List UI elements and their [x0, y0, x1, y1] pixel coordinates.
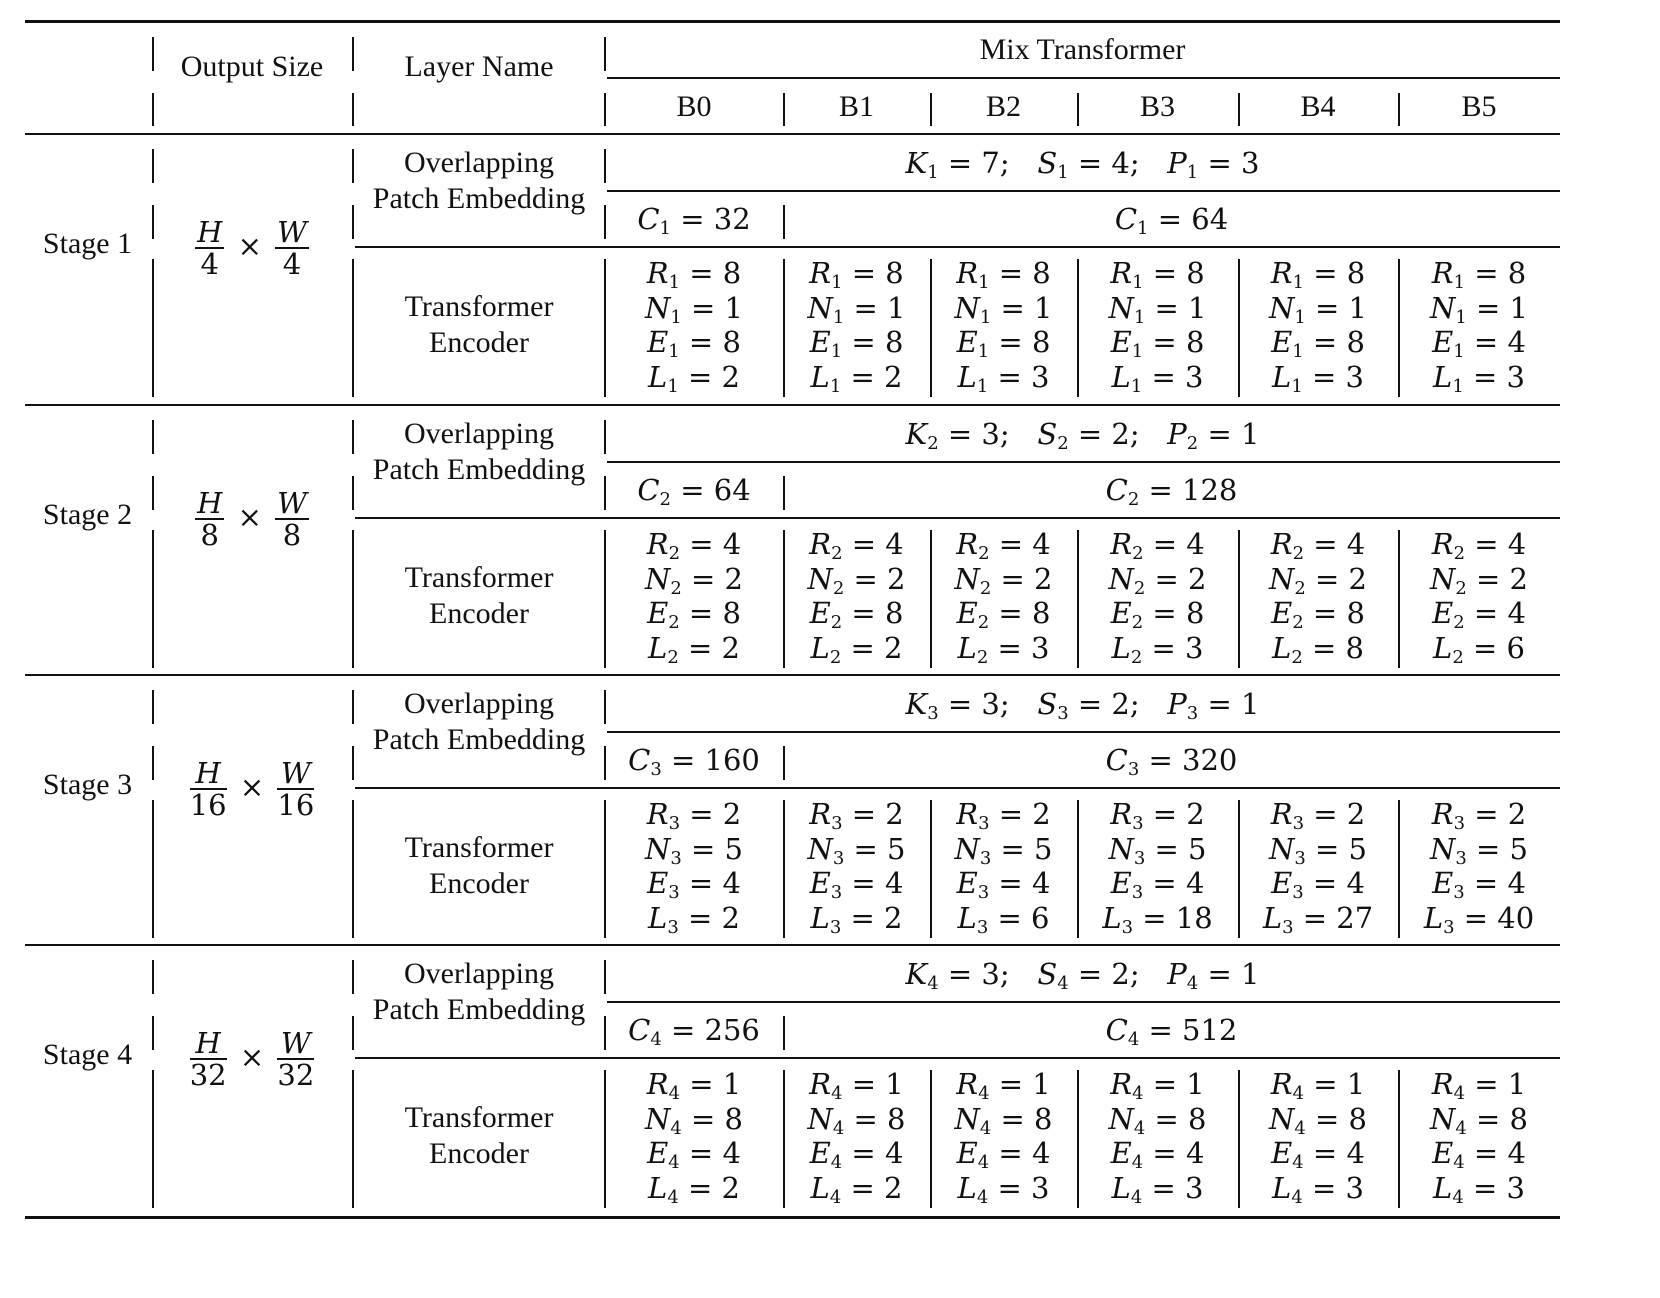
column-rule — [783, 530, 785, 668]
ope-params: $K_4 = 3$; $S_4 = 2$; $P_4 = 1$ — [905, 957, 1260, 994]
h-numerator: H — [197, 215, 223, 249]
column-rule — [783, 259, 785, 397]
header-model-b0: B0 — [676, 90, 712, 123]
h-denominator: 4 — [200, 247, 219, 281]
ope-label-line: Patch Embedding — [372, 453, 586, 486]
encoder-n: $N_1 = 1$ — [807, 290, 906, 328]
encoder-cell-b2 — [930, 1067, 1077, 1208]
encoder-l: $L_3 = 6$ — [957, 900, 1050, 938]
column-rule — [352, 1070, 354, 1208]
column-rule — [1077, 93, 1079, 126]
h-denominator: 32 — [189, 1058, 227, 1092]
encoder-r: $R_2 = 4$ — [809, 527, 904, 564]
encoder-e: $E_3 = 4$ — [647, 866, 741, 903]
encoder-e: $E_1 = 8$ — [956, 325, 1051, 362]
channels-b1-b5: $C_3 = 320$ — [1105, 743, 1238, 780]
encoder-n: $N_3 = 5$ — [644, 831, 743, 869]
encoder-label-line: Encoder — [429, 1137, 529, 1170]
encoder-n: $N_1 = 1$ — [1268, 290, 1367, 328]
column-rule — [783, 800, 785, 938]
column-rule — [1238, 530, 1240, 668]
column-rule — [604, 690, 606, 724]
ope-encoder-rule — [355, 1057, 1560, 1059]
ope-param-rule — [607, 190, 1560, 192]
encoder-r: $R_3 = 2$ — [956, 797, 1051, 834]
encoder-r: $R_2 = 4$ — [646, 527, 742, 564]
column-rule — [1398, 259, 1400, 397]
encoder-l: $L_2 = 3$ — [1111, 630, 1204, 668]
stride: 2 — [1111, 957, 1130, 991]
ope-layer-label — [353, 145, 605, 217]
encoder-n: $N_3 = 5$ — [1108, 831, 1207, 869]
encoder-label-line: Encoder — [429, 326, 529, 359]
encoder-e: $E_1 = 4$ — [1432, 325, 1526, 362]
encoder-n: $N_2 = 2$ — [1429, 561, 1528, 599]
encoder-r: $R_1 = 8$ — [646, 256, 742, 293]
w-numerator: W — [277, 1028, 314, 1060]
w-denominator: 16 — [277, 788, 315, 822]
encoder-r: $R_1 = 8$ — [956, 256, 1051, 293]
column-rule — [352, 800, 354, 938]
encoder-cell-b2 — [930, 527, 1077, 668]
ope-layer-label — [353, 416, 605, 488]
encoder-n: $N_3 = 5$ — [954, 831, 1053, 869]
encoder-l: $L_3 = 18$ — [1102, 900, 1213, 938]
encoder-cell-b2 — [930, 797, 1077, 938]
encoder-r: $R_1 = 8$ — [1431, 256, 1527, 293]
encoder-r: $R_4 = 1$ — [1270, 1067, 1366, 1104]
column-rule — [783, 205, 785, 239]
kernel-size: 3 — [981, 957, 1000, 991]
encoder-n: $N_1 = 1$ — [1429, 290, 1528, 328]
times-sign: × — [237, 500, 262, 534]
encoder-cell-b4 — [1238, 1067, 1398, 1208]
encoder-label-line: Encoder — [429, 597, 529, 630]
encoder-n: $N_4 = 8$ — [954, 1101, 1053, 1139]
channels-b0: $C_4 = 256$ — [628, 1013, 760, 1050]
ope-params: $K_1 = 7$; $S_1 = 4$; $P_1 = 3$ — [905, 146, 1260, 183]
group-rule — [607, 77, 1560, 79]
column-rule — [152, 1016, 154, 1050]
encoder-l: $L_4 = 2$ — [810, 1170, 903, 1208]
encoder-l: $L_1 = 3$ — [1111, 359, 1204, 397]
column-rule — [152, 149, 154, 183]
encoder-n: $N_1 = 1$ — [1108, 290, 1207, 328]
stage-label: Stage 2 — [42, 498, 133, 531]
encoder-e: $E_1 = 8$ — [1271, 325, 1365, 362]
channels-b0: $C_3 = 160$ — [628, 743, 760, 780]
ope-param-rule — [607, 731, 1560, 733]
column-rule — [152, 37, 154, 71]
encoder-e: $E_1 = 8$ — [809, 325, 904, 362]
h-numerator: H — [190, 758, 227, 790]
h-numerator: H — [197, 486, 223, 520]
encoder-e: $E_2 = 8$ — [1110, 596, 1205, 633]
channels-rest-value: 64 — [1191, 202, 1229, 236]
column-rule — [352, 420, 354, 454]
w-numerator: W — [277, 758, 314, 790]
column-rule — [783, 476, 785, 510]
encoder-r: $R_2 = 4$ — [1270, 527, 1366, 564]
column-rule — [1238, 1070, 1240, 1208]
encoder-r: $R_1 = 8$ — [1270, 256, 1366, 293]
ope-label-line: Patch Embedding — [372, 182, 586, 215]
channels-b0: $C_2 = 64$ — [637, 473, 751, 510]
encoder-e: $E_4 = 4$ — [956, 1136, 1051, 1173]
header-model-b3: B3 — [1139, 90, 1175, 123]
ope-label-line: Overlapping — [404, 687, 554, 720]
column-rule — [783, 1070, 785, 1208]
column-rule — [1238, 800, 1240, 938]
encoder-e: $E_4 = 4$ — [647, 1136, 741, 1173]
stage-label: Stage 4 — [42, 1038, 133, 1071]
h-denominator: 8 — [200, 518, 219, 552]
channels-b0-value: 160 — [704, 743, 760, 777]
encoder-n: $N_1 = 1$ — [644, 290, 743, 328]
column-rule — [930, 259, 932, 397]
column-rule — [352, 476, 354, 510]
encoder-cell-b1 — [783, 527, 930, 668]
encoder-cell-b1 — [783, 1067, 930, 1208]
column-rule — [352, 149, 354, 183]
encoder-l: $L_4 = 3$ — [957, 1170, 1050, 1208]
column-rule — [352, 259, 354, 397]
encoder-r: $R_2 = 4$ — [956, 527, 1051, 564]
encoder-cell-b4 — [1238, 797, 1398, 938]
encoder-r: $R_1 = 8$ — [809, 256, 904, 293]
channels-b0-value: 64 — [713, 473, 751, 507]
output-size-formula — [152, 488, 352, 550]
column-rule — [1077, 1070, 1079, 1208]
encoder-layer-label — [353, 1100, 605, 1172]
column-rule — [604, 800, 606, 938]
column-rule — [352, 93, 354, 126]
encoder-n: $N_2 = 2$ — [954, 561, 1053, 599]
column-rule — [930, 93, 932, 126]
column-rule — [604, 1070, 606, 1208]
column-rule — [152, 205, 154, 239]
channels-b1-b5: $C_4 = 512$ — [1105, 1013, 1238, 1050]
encoder-l: $L_1 = 2$ — [810, 359, 903, 397]
encoder-n: $N_4 = 8$ — [1108, 1101, 1207, 1139]
encoder-l: $L_1 = 3$ — [1433, 359, 1525, 397]
encoder-cell-b3 — [1077, 1067, 1238, 1208]
header-rule — [25, 133, 1560, 135]
encoder-label-line: Encoder — [429, 867, 529, 900]
column-rule — [604, 205, 606, 239]
channels-b0: $C_1 = 32$ — [637, 202, 751, 239]
encoder-r: $R_2 = 4$ — [1431, 527, 1527, 564]
column-rule — [1238, 259, 1240, 397]
encoder-l: $L_3 = 2$ — [810, 900, 903, 938]
column-rule — [152, 690, 154, 724]
column-rule — [783, 93, 785, 126]
encoder-label-line: Transformer — [404, 290, 554, 323]
channels-b0-value: 32 — [713, 202, 751, 236]
column-rule — [352, 746, 354, 780]
output-size-formula — [152, 758, 352, 820]
padding: 1 — [1241, 687, 1260, 721]
encoder-n: $N_1 = 1$ — [954, 290, 1053, 328]
encoder-l: $L_2 = 6$ — [1433, 630, 1525, 668]
encoder-n: $N_2 = 2$ — [1108, 561, 1207, 599]
header-mix-transformer: Mix Transformer — [979, 33, 1186, 66]
encoder-n: $N_4 = 8$ — [1268, 1101, 1367, 1139]
encoder-e: $E_3 = 4$ — [956, 866, 1051, 903]
encoder-r: $R_4 = 1$ — [956, 1067, 1051, 1104]
encoder-cell-b5 — [1398, 1067, 1560, 1208]
encoder-l: $L_3 = 27$ — [1262, 900, 1374, 938]
column-rule — [352, 1016, 354, 1050]
encoder-cell-b4 — [1238, 527, 1398, 668]
w-denominator: 8 — [282, 518, 302, 552]
w-denominator: 32 — [277, 1058, 315, 1092]
encoder-l: $L_4 = 3$ — [1111, 1170, 1204, 1208]
stage-label: Stage 1 — [42, 227, 133, 260]
encoder-l: $L_2 = 8$ — [1272, 630, 1364, 668]
encoder-label-line: Transformer — [404, 831, 554, 864]
encoder-layer-label — [353, 560, 605, 632]
encoder-r: $R_1 = 8$ — [1110, 256, 1205, 293]
encoder-cell-b0 — [605, 527, 783, 668]
encoder-e: $E_4 = 4$ — [1110, 1136, 1205, 1173]
column-rule — [1077, 259, 1079, 397]
column-rule — [152, 530, 154, 668]
encoder-l: $L_1 = 3$ — [957, 359, 1050, 397]
encoder-cell-b0 — [605, 1067, 783, 1208]
ope-label-line: Patch Embedding — [372, 723, 586, 756]
encoder-e: $E_4 = 4$ — [1271, 1136, 1365, 1173]
encoder-e: $E_2 = 8$ — [956, 596, 1051, 633]
ope-label-line: Overlapping — [404, 957, 554, 990]
stride: 4 — [1111, 146, 1130, 180]
encoder-cell-b2 — [930, 256, 1077, 397]
column-rule — [352, 530, 354, 668]
encoder-n: $N_4 = 8$ — [1429, 1101, 1528, 1139]
encoder-n: $N_4 = 8$ — [644, 1101, 743, 1139]
header-model-b5: B5 — [1461, 90, 1497, 123]
column-rule — [152, 476, 154, 510]
ope-layer-label — [353, 686, 605, 758]
encoder-l: $L_4 = 3$ — [1433, 1170, 1525, 1208]
encoder-n: $N_2 = 2$ — [807, 561, 906, 599]
channels-rest-value: 320 — [1182, 743, 1238, 777]
times-sign: × — [239, 770, 265, 804]
kernel-size: 3 — [981, 417, 1000, 451]
stage-separator — [25, 674, 1560, 676]
encoder-l: $L_3 = 40$ — [1423, 900, 1535, 938]
encoder-l: $L_3 = 2$ — [648, 900, 740, 938]
ope-label-line: Overlapping — [404, 146, 554, 179]
column-rule — [783, 1016, 785, 1050]
times-sign: × — [239, 1040, 265, 1074]
encoder-n: $N_4 = 8$ — [807, 1101, 906, 1139]
column-rule — [1398, 530, 1400, 668]
channels-b0-value: 256 — [704, 1013, 760, 1047]
column-rule — [152, 960, 154, 994]
encoder-label-line: Transformer — [404, 1101, 554, 1134]
encoder-r: $R_4 = 1$ — [1110, 1067, 1205, 1104]
column-rule — [604, 476, 606, 510]
ope-label-line: Patch Embedding — [372, 993, 586, 1026]
output-size-formula — [152, 217, 352, 279]
column-rule — [1398, 93, 1400, 126]
padding: 1 — [1241, 957, 1260, 991]
stage-separator — [25, 944, 1560, 946]
ope-layer-label — [353, 956, 605, 1028]
w-numerator: W — [277, 486, 307, 520]
encoder-r: $R_3 = 2$ — [646, 797, 742, 834]
encoder-cell-b0 — [605, 797, 783, 938]
header-output-size: Output Size — [180, 50, 324, 83]
encoder-l: $L_2 = 2$ — [810, 630, 903, 668]
column-rule — [1238, 93, 1240, 126]
column-rule — [783, 746, 785, 780]
encoder-cell-b0 — [605, 256, 783, 397]
column-rule — [604, 37, 606, 71]
channels-rest-value: 512 — [1182, 1013, 1238, 1047]
h-denominator: 16 — [189, 788, 227, 822]
column-rule — [152, 800, 154, 938]
output-size-formula — [152, 1028, 352, 1090]
ope-param-rule — [607, 461, 1560, 463]
channels-b1-b5: $C_2 = 128$ — [1105, 473, 1238, 510]
column-rule — [352, 960, 354, 994]
stride: 2 — [1111, 687, 1130, 721]
encoder-r: $R_3 = 2$ — [1431, 797, 1527, 834]
ope-param-rule — [607, 1001, 1560, 1003]
ope-params: $K_3 = 3$; $S_3 = 2$; $P_3 = 1$ — [905, 687, 1260, 724]
column-rule — [1077, 530, 1079, 668]
encoder-n: $N_3 = 5$ — [1268, 831, 1367, 869]
encoder-e: $E_3 = 4$ — [1271, 866, 1365, 903]
column-rule — [930, 530, 932, 668]
padding: 1 — [1241, 417, 1260, 451]
encoder-cell-b5 — [1398, 256, 1560, 397]
column-rule — [1398, 1070, 1400, 1208]
encoder-e: $E_3 = 4$ — [1110, 866, 1205, 903]
h-numerator: H — [190, 1028, 227, 1060]
channels-b1-b5: $C_1 = 64$ — [1114, 202, 1229, 239]
encoder-r: $R_4 = 1$ — [1431, 1067, 1527, 1104]
encoder-l: $L_2 = 3$ — [957, 630, 1050, 668]
column-rule — [352, 37, 354, 71]
column-rule — [152, 259, 154, 397]
header-model-b2: B2 — [985, 90, 1021, 123]
encoder-l: $L_1 = 3$ — [1272, 359, 1364, 397]
encoder-n: $N_3 = 5$ — [807, 831, 906, 869]
encoder-r: $R_4 = 1$ — [809, 1067, 904, 1104]
ope-encoder-rule — [355, 246, 1560, 248]
padding: 3 — [1241, 146, 1260, 180]
stage-label: Stage 3 — [42, 768, 133, 801]
column-rule — [604, 1016, 606, 1050]
ope-encoder-rule — [355, 517, 1560, 519]
encoder-cell-b3 — [1077, 256, 1238, 397]
channels-rest-value: 128 — [1182, 473, 1238, 507]
encoder-r: $R_3 = 2$ — [1110, 797, 1205, 834]
encoder-cell-b5 — [1398, 797, 1560, 938]
stride: 2 — [1111, 417, 1130, 451]
column-rule — [604, 93, 606, 126]
column-rule — [1398, 800, 1400, 938]
column-rule — [930, 1070, 932, 1208]
column-rule — [604, 960, 606, 994]
encoder-e: $E_2 = 8$ — [809, 596, 904, 633]
column-rule — [1077, 800, 1079, 938]
encoder-n: $N_2 = 2$ — [1268, 561, 1367, 599]
encoder-cell-b3 — [1077, 797, 1238, 938]
header-layer-name: Layer Name — [404, 50, 554, 83]
encoder-cell-b5 — [1398, 527, 1560, 668]
column-rule — [352, 690, 354, 724]
top-rule — [25, 20, 1560, 23]
column-rule — [604, 746, 606, 780]
column-rule — [152, 746, 154, 780]
encoder-l: $L_4 = 3$ — [1272, 1170, 1364, 1208]
column-rule — [604, 259, 606, 397]
encoder-r: $R_3 = 2$ — [1270, 797, 1366, 834]
header-model-b4: B4 — [1300, 90, 1336, 123]
column-rule — [152, 1070, 154, 1208]
encoder-cell-b1 — [783, 797, 930, 938]
w-denominator: 4 — [282, 247, 302, 281]
encoder-e: $E_2 = 8$ — [647, 596, 741, 633]
stage-separator — [25, 404, 1560, 406]
kernel-size: 7 — [981, 146, 1000, 180]
column-rule — [152, 93, 154, 126]
encoder-l: $L_4 = 2$ — [648, 1170, 740, 1208]
w-numerator: W — [277, 215, 307, 249]
encoder-l: $L_1 = 2$ — [648, 359, 740, 397]
ope-label-line: Overlapping — [404, 417, 554, 450]
column-rule — [352, 205, 354, 239]
encoder-r: $R_2 = 4$ — [1110, 527, 1205, 564]
encoder-n: $N_3 = 5$ — [1429, 831, 1528, 869]
encoder-e: $E_2 = 8$ — [1271, 596, 1365, 633]
encoder-cell-b1 — [783, 256, 930, 397]
encoder-layer-label — [353, 830, 605, 902]
encoder-layer-label — [353, 289, 605, 361]
column-rule — [604, 149, 606, 183]
encoder-e: $E_4 = 4$ — [809, 1136, 904, 1173]
column-rule — [604, 420, 606, 454]
encoder-e: $E_3 = 4$ — [1432, 866, 1526, 903]
encoder-n: $N_2 = 2$ — [644, 561, 743, 599]
column-rule — [152, 420, 154, 454]
ope-params: $K_2 = 3$; $S_2 = 2$; $P_2 = 1$ — [905, 417, 1260, 454]
encoder-e: $E_4 = 4$ — [1432, 1136, 1526, 1173]
bottom-rule — [25, 1216, 1560, 1219]
encoder-e: $E_1 = 8$ — [1110, 325, 1205, 362]
times-sign: × — [237, 229, 262, 263]
header-model-b1: B1 — [838, 90, 874, 123]
encoder-cell-b4 — [1238, 256, 1398, 397]
kernel-size: 3 — [981, 687, 1000, 721]
column-rule — [604, 530, 606, 668]
encoder-l: $L_2 = 2$ — [648, 630, 740, 668]
column-rule — [930, 800, 932, 938]
encoder-cell-b3 — [1077, 527, 1238, 668]
ope-encoder-rule — [355, 787, 1560, 789]
encoder-e: $E_2 = 4$ — [1432, 596, 1526, 633]
encoder-r: $R_3 = 2$ — [809, 797, 904, 834]
encoder-label-line: Transformer — [404, 561, 554, 594]
encoder-e: $E_1 = 8$ — [647, 325, 741, 362]
encoder-e: $E_3 = 4$ — [809, 866, 904, 903]
encoder-r: $R_4 = 1$ — [646, 1067, 742, 1104]
